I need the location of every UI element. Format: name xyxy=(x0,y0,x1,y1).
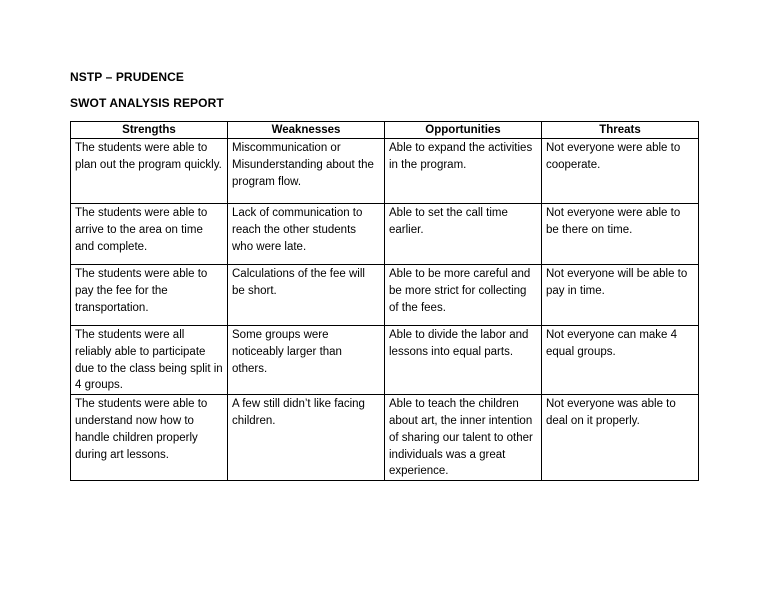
strength-cell: The students were able to arrive to the area on time and complete. xyxy=(71,204,228,265)
document-title: NSTP – PRUDENCE xyxy=(70,70,184,84)
table-row xyxy=(71,204,699,265)
threat-cell: Not everyone can make 4 equal groups. xyxy=(542,326,699,395)
table-row xyxy=(71,265,699,326)
weakness-cell: Some groups were noticeably larger than others. xyxy=(228,326,385,395)
weakness-cell: Calculations of the fee will be short. xyxy=(228,265,385,326)
header-strengths: Strengths xyxy=(71,122,228,139)
weakness-cell: A few still didn’t like facing children. xyxy=(228,395,385,481)
header-weaknesses: Weaknesses xyxy=(228,122,385,139)
weakness-cell: Lack of communication to reach the other students who were late. xyxy=(228,204,385,265)
strength-cell: The students were all reliably able to participate due to the class being split in 4 groups. xyxy=(71,326,228,395)
threat-cell: Not everyone were able to be there on time. xyxy=(542,204,699,265)
threat-cell: Not everyone will be able to pay in time. xyxy=(542,265,699,326)
swot-table xyxy=(70,121,699,481)
document-subtitle: SWOT ANALYSIS REPORT xyxy=(70,96,224,110)
weakness-cell: Miscommunication or Misunderstanding about the program flow. xyxy=(228,139,385,204)
strength-cell: The students were able to understand now how to handle children properly during art lessons. xyxy=(71,395,228,481)
table-header-row xyxy=(71,122,699,139)
header-opportunities: Opportunities xyxy=(385,122,542,139)
opportunity-cell: Able to teach the children about art, the inner intention of sharing our talent to other individuals was a great experience. xyxy=(385,395,542,481)
threat-cell: Not everyone was able to deal on it properly. xyxy=(542,395,699,481)
strength-cell: The students were able to pay the fee for the transportation. xyxy=(71,265,228,326)
header-threats: Threats xyxy=(542,122,699,139)
table-row xyxy=(71,326,699,395)
table-row xyxy=(71,139,699,204)
opportunity-cell: Able to be more careful and be more strict for collecting of the fees. xyxy=(385,265,542,326)
opportunity-cell: Able to expand the activities in the program. xyxy=(385,139,542,204)
strength-cell: The students were able to plan out the program quickly. xyxy=(71,139,228,204)
table-row xyxy=(71,395,699,481)
opportunity-cell: Able to divide the labor and lessons into equal parts. xyxy=(385,326,542,395)
opportunity-cell: Able to set the call time earlier. xyxy=(385,204,542,265)
threat-cell: Not everyone were able to cooperate. xyxy=(542,139,699,204)
